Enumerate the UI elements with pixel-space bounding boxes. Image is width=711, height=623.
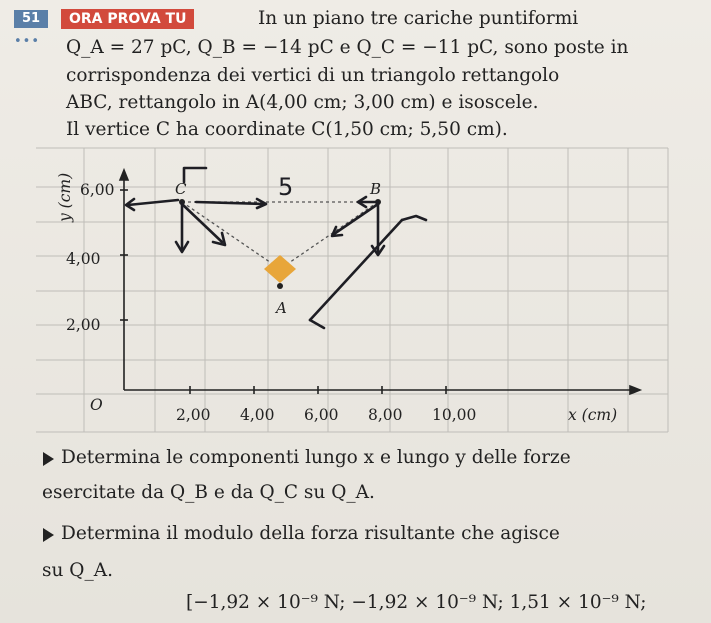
question-bullet-icon (43, 452, 54, 466)
question-1-line-2: esercitate da Q_B e da Q_C su Q_A. (42, 482, 375, 503)
problem-line-4: ABC, rettangolo in A(4,00 cm; 3,00 cm) e isoscele. (66, 92, 539, 113)
origin-label: O (90, 396, 103, 414)
y-tick-label: 6,00 (80, 181, 115, 199)
exercise-number-badge: 51 (14, 10, 48, 28)
y-tick-label: 4,00 (66, 250, 101, 268)
triangle-graph (28, 142, 682, 439)
x-tick-label: 10,00 (432, 406, 477, 424)
problem-line-1: In un piano tre cariche puntiformi (258, 8, 579, 29)
x-tick-label: 2,00 (176, 406, 211, 424)
question-1-line-1: Determina le componenti lungo x e lungo y delle forze (61, 447, 571, 468)
answer-text: [−1,92 × 10⁻⁹ N; −1,92 × 10⁻⁹ N; 1,51 × 10⁻⁹ N; (186, 592, 647, 613)
handwritten-mark: 5 (278, 173, 294, 201)
problem-line-2: Q_A = 27 pC, Q_B = −14 pC e Q_C = −11 pC, sono poste in (66, 37, 629, 58)
y-tick-label: 2,00 (66, 316, 101, 334)
y-axis-label: y (cm) (56, 172, 74, 222)
point-a-label: A (276, 299, 287, 317)
difficulty-dots: ••• (14, 34, 41, 49)
point-c-label: C (175, 180, 187, 198)
question-bullet-icon (43, 528, 54, 542)
problem-line-3: corrispondenza dei vertici di un triangolo rettangolo (66, 65, 560, 86)
ora-prova-tu-badge: ORA PROVA TU (61, 9, 194, 29)
x-axis-label: x (cm) (568, 406, 618, 424)
x-tick-label: 8,00 (368, 406, 403, 424)
point-b-label: B (370, 180, 382, 198)
x-tick-label: 4,00 (240, 406, 275, 424)
problem-line-5: Il vertice C ha coordinate C(1,50 cm; 5,50 cm). (66, 119, 508, 140)
question-2-line-2: su Q_A. (42, 560, 113, 581)
point-a-dot (277, 283, 283, 289)
x-tick-label: 6,00 (304, 406, 339, 424)
point-a-marker (264, 255, 296, 283)
question-2-line-1: Determina il modulo della forza risultante che agisce (61, 523, 560, 544)
